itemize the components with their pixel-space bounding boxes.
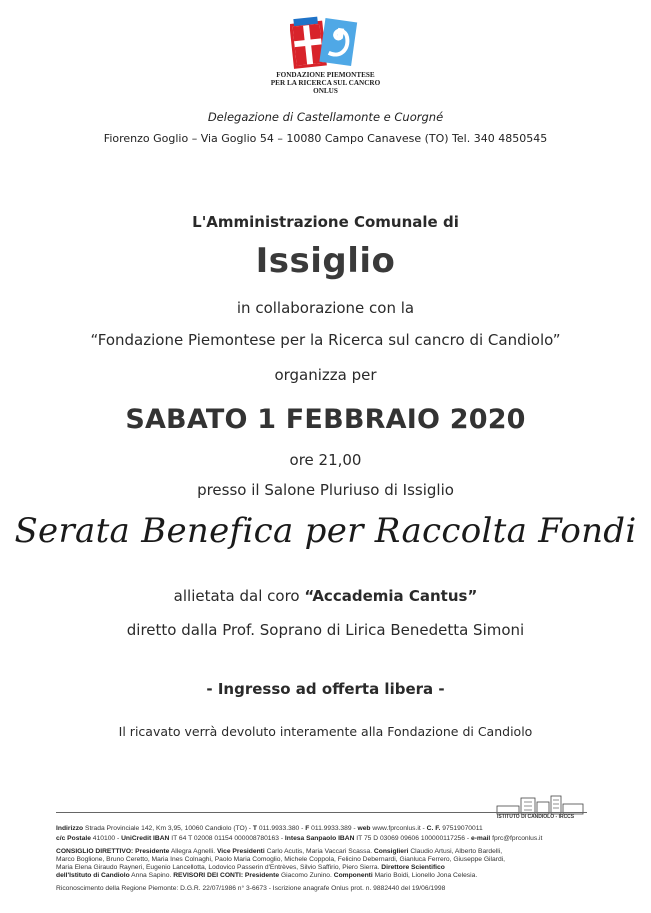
footer-line1-label-1: T xyxy=(252,825,257,832)
footer-line-5 xyxy=(56,864,587,872)
delegation-title: Delegazione di Castellamonte e Cuorgné xyxy=(207,110,444,124)
choir-prefix: allietata dal coro xyxy=(173,587,300,605)
collaboration-line: in collaborazione con la xyxy=(236,299,415,317)
footer-line3-text-0: Allegra Agnelli. xyxy=(169,848,217,855)
footer-divider xyxy=(56,812,587,813)
footer-line-1 xyxy=(56,825,587,833)
choir-name: “Accademia Cantus” xyxy=(304,587,478,605)
footer-line5-text-0: Maria Elena Giraudo Rayneri, Eugenio Lancellotta, Lodovico Passerin d'Entrèves, Silvio Saffirio, Piero Sierra. xyxy=(56,864,382,871)
footer-line6-label-2: Componenti xyxy=(333,872,373,879)
footer-line1-label-4: C. F. xyxy=(426,825,441,832)
organizes-line: organizza per xyxy=(274,366,377,384)
footer-line4-text-0: Marco Boglione, Bruno Ceretto, Maria Ines Colnaghi, Paolo Maria Comoglio, Michele Coppola, Felicino Debernardi, Gianluca Ferrero, Giuseppe Gilardi, xyxy=(56,856,506,863)
footer-line3-text-2: Claudio Artusi, Alberto Bardelli, xyxy=(408,848,503,855)
footer-line2-text-1: IT 64 T 02008 01154 000008780163 - xyxy=(169,835,285,842)
footer-line-2 xyxy=(56,835,587,843)
footer-line2-text-2: IT 75 D 03069 09606 100000117256 - xyxy=(354,835,471,842)
footer-line1-text-2: 011.9933.389 - xyxy=(309,825,358,832)
footer-line3-label-0: CONSIGLIO DIRETTIVO: Presidente xyxy=(56,848,170,855)
footer-line2-text-3: fprc@fprconlus.it xyxy=(490,835,543,842)
delegation-address: Fiorenzo Goglio – Via Goglio 54 – 10080 Campo Canavese (TO) Tel. 340 4850545 xyxy=(103,132,548,145)
footer-line6-text-2: Mario Boidi, Lionello Jona Celesia. xyxy=(372,872,478,879)
footer-line2-label-1: UniCredit IBAN xyxy=(121,835,170,842)
footer-line2-label-3: e-mail xyxy=(470,835,491,842)
footer-line1-text-4: 97519070011 xyxy=(440,825,483,832)
event-venue: presso il Salone Pluriuso di Issiglio xyxy=(197,481,454,499)
organizer-heading: L'Amministrazione Comunale di xyxy=(192,213,459,231)
footer-line1-label-3: web xyxy=(357,825,371,832)
footer-line6-label-0: dell'Istituto di Candiolo xyxy=(56,872,130,879)
town-name: Issiglio xyxy=(255,241,396,281)
footer-line3-label-1: Vice Presidenti xyxy=(216,848,265,855)
footer-line1-label-2: F xyxy=(305,825,310,832)
logo-name-line3: ONLUS xyxy=(313,87,338,95)
footer-line-3 xyxy=(56,848,587,856)
institute-label: ISTITUTO DI CANDIOLO - IRCCS xyxy=(497,814,575,820)
event-date: SABATO 1 FEBBRAIO 2020 xyxy=(125,404,526,435)
footer-line2-label-2: Intesa Sanpaolo IBAN xyxy=(284,835,355,842)
event-time: ore 21,00 xyxy=(289,451,362,469)
footer-line5-label-1: Direttore Scientifico xyxy=(381,864,445,871)
entry-info: - Ingresso ad offerta libera - xyxy=(206,680,445,698)
footer-line1-text-1: 011.9933.380 - xyxy=(256,825,306,832)
footer-line2-text-0: 410100 - xyxy=(90,835,122,842)
choir-line xyxy=(0,587,651,605)
footer-line6-label-1: REVISORI DEI CONTI: Presidente xyxy=(173,872,280,879)
fpc-logo-icon xyxy=(290,14,360,72)
footer-line-7 xyxy=(56,885,587,893)
foundation-line: “Fondazione Piemontese per la Ricerca sul cancro di Candiolo” xyxy=(90,331,561,349)
logo-name-line1: FONDAZIONE PIEMONTESE xyxy=(276,71,375,79)
footer-line7-text-0: Riconoscimento della Regione Piemonte: D.G.R. 22/07/1986 n° 3-6673 - Iscrizione anagrafe Onlus prot. n. 9882440 del 19/06/1998 xyxy=(56,885,446,892)
footer-line3-label-2: Consiglieri xyxy=(373,848,409,855)
footer-line-4 xyxy=(56,856,587,864)
event-title: Serata Benefica per Raccolta Fondi xyxy=(14,511,637,551)
footer-line2-label-0: c/c Postale xyxy=(56,835,91,842)
footer-line1-text-3: www.fprconlus.it - xyxy=(370,825,427,832)
director-line: diretto dalla Prof. Soprano di Lirica Benedetta Simoni xyxy=(126,621,525,639)
footer-line6-text-1: Giacomo Zunino. xyxy=(279,872,334,879)
proceeds-line: Il ricavato verrà devoluto interamente alla Fondazione di Candiolo xyxy=(118,724,533,739)
footer-line3-text-1: Carlo Acutis, Maria Vaccari Scassa. xyxy=(264,848,374,855)
footer-line1-text-0: Strada Provinciale 142, Km 3,95, 10060 Candiolo (TO) - xyxy=(83,825,253,832)
footer-line1-label-0: Indirizzo xyxy=(56,825,84,832)
footer-line6-text-0: Anna Sapino. xyxy=(129,872,174,879)
footer-line-6 xyxy=(56,872,587,880)
logo-name-line2: PER LA RICERCA SUL CANCRO xyxy=(270,79,381,87)
